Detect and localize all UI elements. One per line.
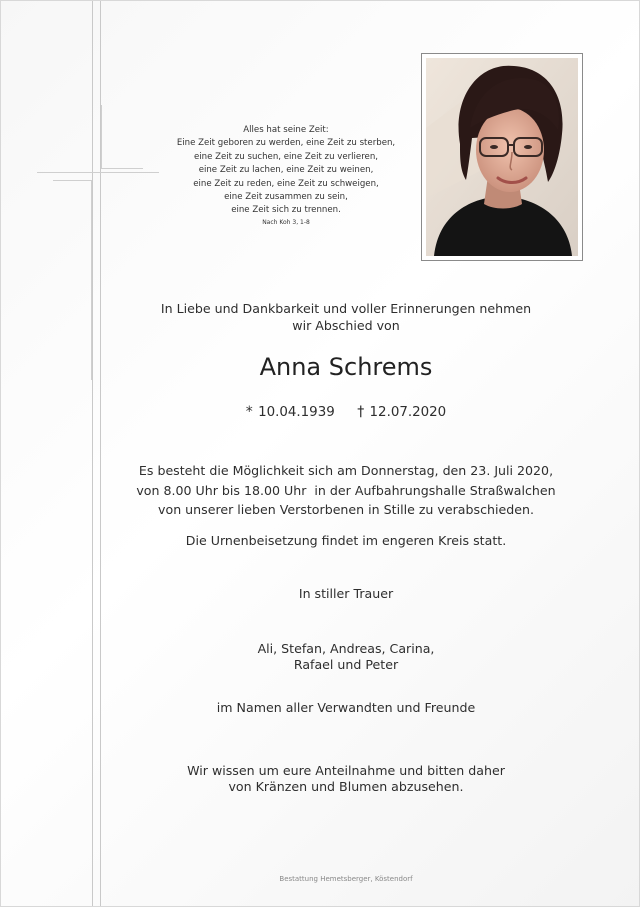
family-note: im Namen aller Verwandten und Freunde [216, 700, 476, 715]
viewing-line: Es besteht die Möglichkeit sich am Donnerstag, den 23. Juli 2020, [138, 463, 554, 478]
intro-line: In Liebe und Dankbarkeit und voller Erinnerungen nehmen [160, 301, 532, 316]
death-symbol: † [357, 404, 365, 420]
deceased-name: Anna Schrems [259, 353, 433, 381]
closing-line: von Kränzen und Blumen abzusehen. [228, 778, 464, 794]
mourner-line: Rafael und Peter [293, 656, 399, 672]
verse-line: Alles hat seine Zeit: [243, 125, 329, 135]
mourner-names [111, 641, 581, 672]
cross-icon [37, 105, 159, 380]
closing-note [111, 763, 581, 794]
death-date: 12.07.2020 [369, 405, 447, 420]
portrait-frame [421, 53, 583, 261]
bible-verse [161, 124, 411, 228]
portrait-illustration [426, 58, 578, 256]
verse-line: Eine Zeit geboren zu werden, eine Zeit zu sterben, [176, 138, 396, 149]
verse-line: eine Zeit zu reden, eine Zeit zu schweigen, [193, 178, 379, 189]
mourning-heading: In stiller Trauer [298, 586, 394, 601]
verse-line: eine Zeit sich zu trennen. [231, 205, 341, 216]
portrait-photo [426, 58, 578, 256]
viewing-info [111, 461, 581, 520]
funeral-home-footer: Bestattung Hemetsberger, Köstendorf [279, 875, 413, 883]
intro-line: wir Abschied von [292, 318, 400, 333]
verse-reference: Nach Koh 3, 1-8 [262, 218, 310, 226]
urn-burial-note: Die Urnenbeisetzung findet im engeren Kreis statt. [185, 533, 507, 548]
birth-symbol: * [245, 404, 253, 420]
life-dates [111, 403, 581, 422]
verse-line: eine Zeit zu lachen, eine Zeit zu weinen, [198, 165, 374, 176]
verse-line: eine Zeit zu suchen, eine Zeit zu verlieren, [193, 151, 379, 162]
mourner-line: Ali, Stefan, Andreas, Carina, [257, 641, 435, 656]
viewing-line: von 8.00 Uhr bis 18.00 Uhr in der Aufbahrungshalle Straßwalchen [136, 482, 556, 498]
closing-line: Wir wissen um eure Anteilnahme und bitten daher [187, 763, 505, 778]
viewing-line: von unserer lieben Verstorbenen in Stille zu verabschieden. [158, 502, 534, 517]
birth-date: 10.04.1939 [258, 405, 335, 420]
intro-text [111, 300, 581, 334]
verse-line: eine Zeit zusammen zu sein, [224, 192, 348, 203]
